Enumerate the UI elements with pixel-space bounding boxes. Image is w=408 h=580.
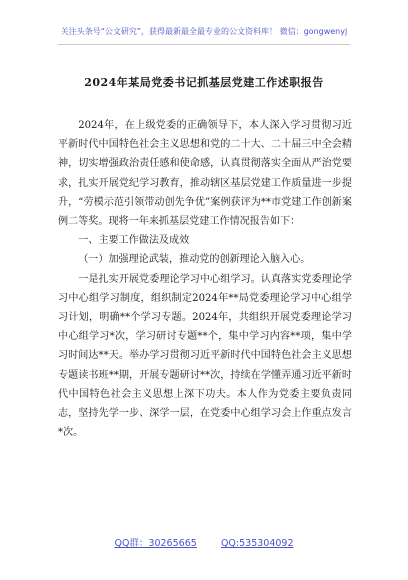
intro-paragraph: 2024年，在上级党委的正确领导下，本人深入学习贯彻习近平新时代中国特色社会主义思想和党的二十大、二十届三中全会精神，切实增强政治责任感和使命感，认真贯彻落实全面从严治党要求，扎实开展党纪学习教育，推动辖区基层党建工作质量进一步提升，“劳模示范引领带动创先争优”案例获评为**市党建工作创新案例二等奖。现将一年来抓基层党建工作情况报告如下：: [58, 120, 352, 228]
footer-qq-number: QQ:535304092: [220, 538, 294, 549]
document-title: 2024年某局党委书记抓基层党建工作述职报告: [84, 76, 324, 89]
document-body: [58, 116, 352, 442]
subsection-heading: （一）加强理论武装，推动党的创新理论入脑入心。: [78, 254, 311, 266]
header-divider: [58, 44, 350, 45]
footer-qq-group: QQ群：30265665: [114, 538, 197, 549]
section-heading: 一、主要工作做法及成效: [78, 235, 190, 247]
header-promo-text: 关注头条号“公文研究”，获得最新最全最专业的公文资料库！ 微信：gongwenyj: [60, 27, 348, 36]
footer-contact: [0, 535, 408, 549]
body-paragraph: 一是扎实开展党委理论学习中心组学习。认真落实党委理论学习中心组学习制度，组织制定2024年**局党委理论学习中心组学习计划，明确**个学习专题。2024年，共组织开展党委理论学习中心组学习*次，学习研讨专题**个，集中学习内容**项，集中学习时间达**天。举办学习贯彻习近平新时代中国特色社会主义思想专题读书班**期，开展专题研讨**次，持续在学懂弄通习近平新时代中国特色社会主义思想上深下功夫。本人作为党委主要负责同志，坚持先学一步、深学一层，在党委中心组学习会上作重点发言*次。: [58, 273, 352, 439]
